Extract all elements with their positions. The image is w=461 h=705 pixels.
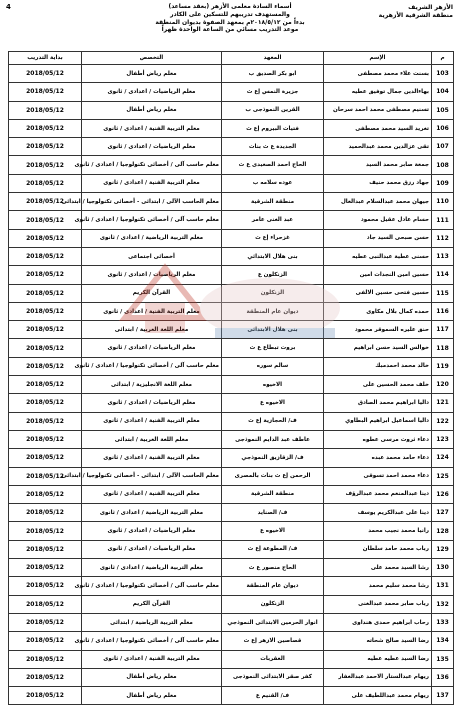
row-specialty: معلم حاسب آلى / أخصائى تكنولوجيا / اعدادى / ثانوى bbox=[82, 211, 222, 229]
row-number: 104 bbox=[432, 83, 454, 101]
table-row bbox=[9, 339, 454, 357]
row-name: حسن صبحى السيد جاد bbox=[324, 229, 432, 247]
row-number: 106 bbox=[432, 119, 454, 137]
row-institute: ف/ القنيم ع bbox=[222, 687, 324, 705]
row-name: رضا السيد صالح شحاته bbox=[324, 632, 432, 650]
row-number: 109 bbox=[432, 174, 454, 192]
row-number: 137 bbox=[432, 687, 454, 705]
row-specialty: معلم رياض أطفال bbox=[82, 668, 222, 686]
row-specialty: القرآن الكريم bbox=[82, 595, 222, 613]
row-institute: ف/ الصنايد bbox=[222, 504, 324, 522]
row-name: رضا السيد عطيه عطيه bbox=[324, 650, 432, 668]
table-row bbox=[9, 101, 454, 119]
row-specialty: معلم التربية الفنية / اعدادى / ثانوى bbox=[82, 174, 222, 192]
row-institute: الاخيوه ع bbox=[222, 394, 324, 412]
row-institute: كفر صقر الابتدائى النموذجى bbox=[222, 668, 324, 686]
row-institute: الرحمن إع ث بنات بالمصرى bbox=[222, 467, 324, 485]
row-specialty: معلم حاسب آلى / أخصائى تكنولوجيا / اعدادى / ثانوى bbox=[82, 632, 222, 650]
row-specialty: معلم الرياضيات / اعدادى / ثانوى bbox=[82, 394, 222, 412]
row-start-date: 2018/05/12 bbox=[9, 321, 82, 339]
row-specialty: معلم الرياضيات / اعدادى / ثانوى bbox=[82, 138, 222, 156]
row-start-date: 2018/05/12 bbox=[9, 284, 82, 302]
row-name: رشا السيد محمد على bbox=[324, 559, 432, 577]
row-specialty: معلم حاسب آلى / أخصائى تكنولوجيا / اعدادى / ثانوى bbox=[82, 357, 222, 375]
table-row bbox=[9, 266, 454, 284]
row-number: 125 bbox=[432, 467, 454, 485]
row-start-date: 2018/05/12 bbox=[9, 394, 82, 412]
row-name: حسين امين النجدات امين bbox=[324, 266, 432, 284]
table-row bbox=[9, 430, 454, 448]
row-name: حسام عادل عقيل محمود bbox=[324, 211, 432, 229]
row-name: ريهام محمد عبداللطيف على bbox=[324, 687, 432, 705]
table-header-row bbox=[9, 52, 454, 65]
table-row bbox=[9, 119, 454, 137]
table-row bbox=[9, 540, 454, 558]
row-start-date: 2018/05/12 bbox=[9, 522, 82, 540]
row-start-date: 2018/05/12 bbox=[9, 485, 82, 503]
row-number: 118 bbox=[432, 339, 454, 357]
row-institute: العقربات bbox=[222, 650, 324, 668]
row-name: حنق عليره السموقر محمود bbox=[324, 321, 432, 339]
col-header-number: م bbox=[432, 52, 454, 65]
row-number: 117 bbox=[432, 321, 454, 339]
row-institute: ديوان عام المنطقة bbox=[222, 302, 324, 320]
trainees-table bbox=[8, 51, 454, 705]
row-name: رحاب ابراهيم حمدى هنداوى bbox=[324, 613, 432, 631]
row-institute: عاطف عبد الدايم النموذجى bbox=[222, 430, 324, 448]
table-row bbox=[9, 613, 454, 631]
row-number: 134 bbox=[432, 632, 454, 650]
title-line: أسماء السادة معلمى الأزهر (بعقد مساعد) bbox=[168, 3, 292, 10]
table-row bbox=[9, 284, 454, 302]
row-number: 124 bbox=[432, 449, 454, 467]
row-number: 105 bbox=[432, 101, 454, 119]
row-start-date: 2018/05/12 bbox=[9, 412, 82, 430]
table-row bbox=[9, 211, 454, 229]
row-number: 135 bbox=[432, 650, 454, 668]
row-name: رباب محمد حامد سلطان bbox=[324, 540, 432, 558]
row-specialty: معلم التربية الرياضية / اعدادى / ثانوى bbox=[82, 229, 222, 247]
row-name: ريهام عبدالستار الاحمد عبدالغفار bbox=[324, 668, 432, 686]
table-row bbox=[9, 302, 454, 320]
row-name: دينا على عبدالكريم يوسف bbox=[324, 504, 432, 522]
row-start-date: 2018/05/12 bbox=[9, 650, 82, 668]
row-specialty: معلم الرياضيات / اعدادى / ثانوى bbox=[82, 339, 222, 357]
row-start-date: 2018/05/12 bbox=[9, 357, 82, 375]
row-institute: الزنكلون bbox=[222, 595, 324, 613]
table-row bbox=[9, 193, 454, 211]
table-row bbox=[9, 138, 454, 156]
table-row bbox=[9, 376, 454, 394]
row-name: خوالس السيد حسن ابراهيم bbox=[324, 339, 432, 357]
row-number: 127 bbox=[432, 504, 454, 522]
row-institute: عبد الغنى عامر bbox=[222, 211, 324, 229]
row-number: 131 bbox=[432, 577, 454, 595]
row-start-date: 2018/05/12 bbox=[9, 668, 82, 686]
row-institute: بنى هلال الابتدائي bbox=[222, 247, 324, 265]
row-number: 108 bbox=[432, 156, 454, 174]
row-specialty: معلم التربية الفنية / اعدادى / ثانوى bbox=[82, 650, 222, 668]
row-specialty: معلم رياض أطفال bbox=[82, 687, 222, 705]
col-header-specialty: التخصص bbox=[82, 52, 222, 65]
row-institute: ديوان عام المنطقة bbox=[222, 577, 324, 595]
row-institute: ف/ الزقازيق النموذجي bbox=[222, 449, 324, 467]
table-row bbox=[9, 174, 454, 192]
row-number: 112 bbox=[432, 229, 454, 247]
row-institute: الحاج منصور ع ث bbox=[222, 559, 324, 577]
table-row bbox=[9, 229, 454, 247]
row-name: جيهان محمد عبدالسلام عبدالعال bbox=[324, 193, 432, 211]
row-institute: جزيرة النمس إع ث bbox=[222, 83, 324, 101]
row-start-date: 2018/05/12 bbox=[9, 339, 82, 357]
row-specialty: معلم التربية الفنية / اعدادى / ثانوى bbox=[82, 449, 222, 467]
row-specialty: معلم التربية الرياضية / اعدادى / ثانوى bbox=[82, 504, 222, 522]
row-specialty: القرآن الكريم bbox=[82, 284, 222, 302]
row-institute: منطقة الشرقية bbox=[222, 193, 324, 211]
row-specialty: معلم الرياضيات / اعدادى / ثانوى bbox=[82, 83, 222, 101]
row-number: 132 bbox=[432, 595, 454, 613]
row-name: دينا عبدالمنعم محمد عبدالرؤف bbox=[324, 485, 432, 503]
row-specialty: معلم الحاسب الآلى / ابتدائى - أخصائى تكنولوجيا / ابتدائى bbox=[82, 467, 222, 485]
table-row bbox=[9, 357, 454, 375]
table-row bbox=[9, 504, 454, 522]
row-specialty: معلم رياض أطفال bbox=[82, 101, 222, 119]
row-institute: القرين النموذجى ب bbox=[222, 101, 324, 119]
row-number: 107 bbox=[432, 138, 454, 156]
row-number: 114 bbox=[432, 266, 454, 284]
table-row bbox=[9, 632, 454, 650]
col-header-name: الإسم bbox=[324, 52, 432, 65]
row-institute: الاخيوه bbox=[222, 376, 324, 394]
row-specialty: معلم التربية الرياضية / ابتدائى bbox=[82, 613, 222, 631]
table-row bbox=[9, 83, 454, 101]
row-specialty: معلم الرياضيات / اعدادى / ثانوى bbox=[82, 522, 222, 540]
row-institute: ابو بكر الصديق ب bbox=[222, 65, 324, 83]
table-row bbox=[9, 247, 454, 265]
row-institute: سالم سوره bbox=[222, 357, 324, 375]
row-start-date: 2018/05/12 bbox=[9, 266, 82, 284]
table-row bbox=[9, 577, 454, 595]
row-institute: انوار الحرمين الابتدائى النموذجي bbox=[222, 613, 324, 631]
row-start-date: 2018/05/12 bbox=[9, 247, 82, 265]
row-specialty: معلم الرياضيات / اعدادى / ثانوى bbox=[82, 540, 222, 558]
row-number: 128 bbox=[432, 522, 454, 540]
row-start-date: 2018/05/12 bbox=[9, 504, 82, 522]
row-start-date: 2018/05/12 bbox=[9, 577, 82, 595]
row-specialty: معلم حاسب آلى / أخصائى تكنولوجيا / اعدادى / ثانوى bbox=[82, 156, 222, 174]
table-row bbox=[9, 156, 454, 174]
col-header-institute: المعهد bbox=[222, 52, 324, 65]
row-institute: الزنكلون bbox=[222, 284, 324, 302]
row-name: رشا محمد سليم محمد bbox=[324, 577, 432, 595]
row-name: خالد محمد احمدمبك bbox=[324, 357, 432, 375]
table-row bbox=[9, 687, 454, 705]
table-row bbox=[9, 559, 454, 577]
row-name: دعاء محمد احمد تسوقى bbox=[324, 467, 432, 485]
table-row bbox=[9, 394, 454, 412]
institution-header bbox=[379, 4, 453, 20]
table-row bbox=[9, 321, 454, 339]
row-start-date: 2018/05/12 bbox=[9, 119, 82, 137]
row-start-date: 2018/05/12 bbox=[9, 211, 82, 229]
table-row bbox=[9, 650, 454, 668]
header-line: الأزهر الشريف bbox=[408, 4, 453, 11]
table-row bbox=[9, 522, 454, 540]
table-row bbox=[9, 668, 454, 686]
row-institute: الاخيوه ع bbox=[222, 522, 324, 540]
row-name: حسنى عطية عبدالنبى عطيه bbox=[324, 247, 432, 265]
row-specialty: معلم اللغة الانجليزية / ابتدائى bbox=[82, 376, 222, 394]
row-specialty: معلم التربية الرياضية / اعدادى / ثانوى bbox=[82, 559, 222, 577]
row-name: خلف محمد الحسين على bbox=[324, 376, 432, 394]
table-row bbox=[9, 595, 454, 613]
row-start-date: 2018/05/12 bbox=[9, 430, 82, 448]
row-number: 122 bbox=[432, 412, 454, 430]
row-number: 103 bbox=[432, 65, 454, 83]
table-row bbox=[9, 65, 454, 83]
row-number: 113 bbox=[432, 247, 454, 265]
row-number: 120 bbox=[432, 376, 454, 394]
title-line: بدءاً من ٢٠١٨/٥/١٢م بمعهد الصفوة بديوان المنطقة bbox=[155, 18, 305, 26]
table-row bbox=[9, 467, 454, 485]
row-start-date: 2018/05/12 bbox=[9, 138, 82, 156]
row-institute: قصاصين الازهر إع ث bbox=[222, 632, 324, 650]
row-name: بهاءالدين جمال توفيق عطيه bbox=[324, 83, 432, 101]
row-number: 110 bbox=[432, 193, 454, 211]
row-start-date: 2018/05/12 bbox=[9, 65, 82, 83]
row-institute: ف/ المطوعة إع ث bbox=[222, 540, 324, 558]
row-start-date: 2018/05/12 bbox=[9, 613, 82, 631]
row-institute: الحاج احمد الصعيدى ع ث bbox=[222, 156, 324, 174]
row-specialty: معلم حاسب آلى / أخصائى تكنولوجيا / اعدادى / ثانوى bbox=[82, 577, 222, 595]
row-number: 116 bbox=[432, 302, 454, 320]
row-start-date: 2018/05/12 bbox=[9, 595, 82, 613]
row-institute: الزنكلون ع bbox=[222, 266, 324, 284]
row-specialty: معلم اللغة العربية / ابتدائى bbox=[82, 321, 222, 339]
row-number: 115 bbox=[432, 284, 454, 302]
row-start-date: 2018/05/12 bbox=[9, 540, 82, 558]
row-start-date: 2018/05/12 bbox=[9, 101, 82, 119]
row-name: دعاء حامد محمد عبده bbox=[324, 449, 432, 467]
row-start-date: 2018/05/12 bbox=[9, 376, 82, 394]
row-specialty: معلم التربية الفنية / اعدادى / ثانوى bbox=[82, 485, 222, 503]
row-specialty: معلم رياض أطفال bbox=[82, 65, 222, 83]
title-line: والمستهدف تدريبهم للتسكين على الكادر bbox=[170, 10, 290, 18]
row-number: 126 bbox=[432, 485, 454, 503]
row-start-date: 2018/05/12 bbox=[9, 449, 82, 467]
row-number: 111 bbox=[432, 211, 454, 229]
row-specialty: معلم الحاسب الآلى / ابتدائى - أخصائى تكنولوجيا / ابتدائى bbox=[82, 193, 222, 211]
row-start-date: 2018/05/12 bbox=[9, 302, 82, 320]
row-institute: عوده سلامه ب bbox=[222, 174, 324, 192]
row-number: 121 bbox=[432, 394, 454, 412]
row-name: داليا ابراهيم محمد الصادق bbox=[324, 394, 432, 412]
row-institute: بنى هلال الابتدائى bbox=[222, 321, 324, 339]
row-specialty: معلم التربية الفنية / اعدادى / ثانوى bbox=[82, 302, 222, 320]
row-start-date: 2018/05/12 bbox=[9, 193, 82, 211]
row-name: داليا اسماعيل ابراهيم البطاوي bbox=[324, 412, 432, 430]
row-start-date: 2018/05/12 bbox=[9, 174, 82, 192]
row-name: حمده كمال بلال مكاوى bbox=[324, 302, 432, 320]
row-specialty: أخصائى اجتماعى bbox=[82, 247, 222, 265]
row-institute: فتيات البيروم إع ث bbox=[222, 119, 324, 137]
document-title bbox=[130, 3, 330, 34]
row-number: 130 bbox=[432, 559, 454, 577]
row-specialty: معلم التربية الفنية / اعدادى / ثانوى bbox=[82, 119, 222, 137]
row-name: رانيا محمد نجيب محمد bbox=[324, 522, 432, 540]
row-name: بسنت علاء محمد مصطفى bbox=[324, 65, 432, 83]
row-number: 119 bbox=[432, 357, 454, 375]
row-start-date: 2018/05/12 bbox=[9, 156, 82, 174]
table-row bbox=[9, 412, 454, 430]
row-number: 133 bbox=[432, 613, 454, 631]
row-specialty: معلم التربية الفنية / اعدادى / ثانوى bbox=[82, 412, 222, 430]
row-specialty: معلم الرياضيات / اعدادى / ثانوى bbox=[82, 266, 222, 284]
col-header-start-date: بداية التدريب bbox=[9, 52, 82, 65]
row-institute: ف/ الحجازية إع ث bbox=[222, 412, 324, 430]
row-start-date: 2018/05/12 bbox=[9, 229, 82, 247]
row-name: تسنيم مصطفى محمد احمد سرحان bbox=[324, 101, 432, 119]
table-row bbox=[9, 449, 454, 467]
row-institute: الجديدة ع ث بنات bbox=[222, 138, 324, 156]
row-institute: غزحراء إع ث bbox=[222, 229, 324, 247]
row-institute: بروت تبطاع ع ث bbox=[222, 339, 324, 357]
row-start-date: 2018/05/12 bbox=[9, 632, 82, 650]
title-line: موعد التدريب مسائي من الساعة الواحدة ظهراً bbox=[161, 26, 299, 34]
row-institute: منطقة الشرقية bbox=[222, 485, 324, 503]
page-number: 4 bbox=[6, 3, 11, 11]
row-name: تقى عزالدين محمد عبدالحميد bbox=[324, 138, 432, 156]
row-name: جهاد رزق محمد حنيف bbox=[324, 174, 432, 192]
row-start-date: 2018/05/12 bbox=[9, 559, 82, 577]
row-number: 123 bbox=[432, 430, 454, 448]
row-start-date: 2018/05/12 bbox=[9, 467, 82, 485]
row-name: رباب صابر محمد عبدالغنى bbox=[324, 595, 432, 613]
row-start-date: 2018/05/12 bbox=[9, 687, 82, 705]
row-start-date: 2018/05/12 bbox=[9, 83, 82, 101]
row-number: 129 bbox=[432, 540, 454, 558]
row-name: دعاء ثروت مرسى عطوه bbox=[324, 430, 432, 448]
row-specialty: معلم اللغة العربية / ابتدائى bbox=[82, 430, 222, 448]
row-name: تغريد السيد محمد مصطفى bbox=[324, 119, 432, 137]
row-name: جمعة صابر محمد السيد bbox=[324, 156, 432, 174]
header-line: منطقة الشرقية الأزهرية bbox=[378, 12, 453, 19]
table-row bbox=[9, 485, 454, 503]
row-number: 136 bbox=[432, 668, 454, 686]
row-name: حسين فتحى حسين الالفى bbox=[324, 284, 432, 302]
